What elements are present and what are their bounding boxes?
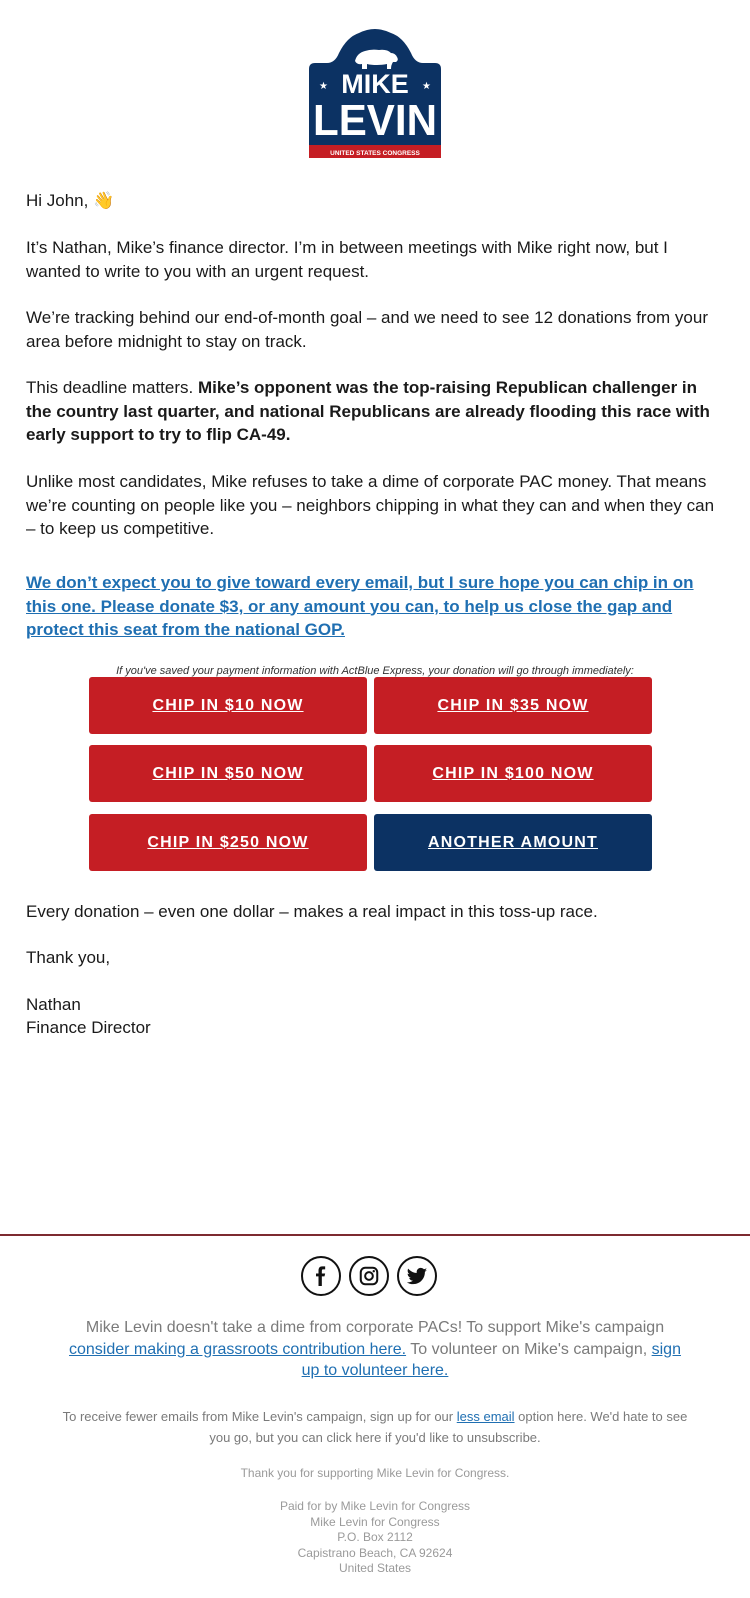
grassroots-contribution-link[interactable]: consider making a grassroots contribution here. [69, 1340, 407, 1358]
donate-ask-link[interactable]: We don’t expect you to give toward every email, but I sure hope you can chip in on this one. Please donate $3, or any amount you can, to help us close the gap and protect this seat from the national GOP. [26, 573, 694, 639]
address-line: P.O. Box 2112 [337, 1530, 413, 1545]
volunteer-link[interactable]: sign up to volunteer here. [301, 1340, 681, 1379]
paragraph-pac: Unlike most candidates, Mike refuses to take a dime of corporate PAC money. That means we’re counting on people like you – neighbors chipping in what they can and when they can – to keep us competitive. [26, 472, 715, 538]
instagram-icon[interactable] [349, 1256, 389, 1296]
chip-in-50-button[interactable]: CHIP IN $50 NOW [89, 745, 367, 802]
address-line: Mike Levin for Congress [310, 1514, 440, 1529]
star-icon: ★ [422, 81, 431, 92]
actblue-express-note: If you've saved your payment information with ActBlue Express, your donation will go through immediately: [116, 665, 634, 677]
address-line: Capistrano Beach, CA 92624 [297, 1545, 453, 1560]
star-icon: ★ [319, 81, 328, 92]
footer-thanks: Thank you for supporting Mike Levin for Congress. [240, 1466, 510, 1480]
chip-in-100-button[interactable]: CHIP IN $100 NOW [374, 745, 652, 802]
footer-divider [0, 1234, 750, 1236]
facebook-icon[interactable] [301, 1256, 341, 1296]
campaign-logo [305, 27, 445, 162]
signer-title: Finance Director [26, 1018, 151, 1037]
chip-in-35-button[interactable]: CHIP IN $35 NOW [374, 677, 652, 734]
paragraph-deadline: This deadline matters. Mike’s opponent was the top-raising Republican challenger in the country last quarter, and national Republicans are already flooding this race with early support to try to flip CA-49. [26, 378, 710, 444]
footer-unsubscribe-text: To receive fewer emails from Mike Levin's campaign, sign up for our less email option here. We'd hate to see you go, but you can click here if you'd like to unsubscribe. [62, 1409, 688, 1445]
chip-in-10-button[interactable]: CHIP IN $10 NOW [89, 677, 367, 734]
less-email-link[interactable]: less email [456, 1409, 515, 1424]
footer-support-text: Mike Levin doesn't take a dime from corporate PACs! To support Mike's campaign consider making a grassroots contribution here. To volunteer on Mike's campaign, sign up to volunteer here. [69, 1319, 681, 1379]
paragraph-impact: Every donation – even one dollar – makes a real impact in this toss-up race. [26, 902, 598, 921]
logo-banner: UNITED STATES CONGRESS [330, 150, 420, 157]
address-line: Paid for by Mike Levin for Congress [279, 1499, 471, 1513]
chip-in-250-button[interactable]: CHIP IN $250 NOW [89, 814, 367, 871]
paragraph-intro: It’s Nathan, Mike’s finance director. I’m in between meetings with Mike right now, but I wanted to write to you with an urgent request. [26, 238, 668, 281]
waving-hand-icon: 👋 [93, 191, 115, 210]
paragraph-goal: We’re tracking behind our end-of-month goal – and we need to see 12 donations from your area before midnight to stay on track. [26, 308, 708, 351]
twitter-icon[interactable] [397, 1256, 437, 1296]
signoff: Thank you, [26, 948, 111, 967]
signer-name: Nathan [26, 995, 81, 1014]
logo-mike: MIKE [341, 69, 409, 99]
address-line: United States [338, 1561, 412, 1576]
another-amount-button[interactable]: ANOTHER AMOUNT [374, 814, 652, 871]
greeting: Hi John, 👋 [26, 189, 726, 213]
paragraph-deadline-bold: Mike’s opponent was the top-raising Republican challenger in the country last quarter, and national Republicans are already flooding this race with early support to try to flip CA-49. [26, 378, 710, 444]
logo-levin: LEVIN [313, 96, 437, 145]
footer-address [0, 1499, 750, 1577]
